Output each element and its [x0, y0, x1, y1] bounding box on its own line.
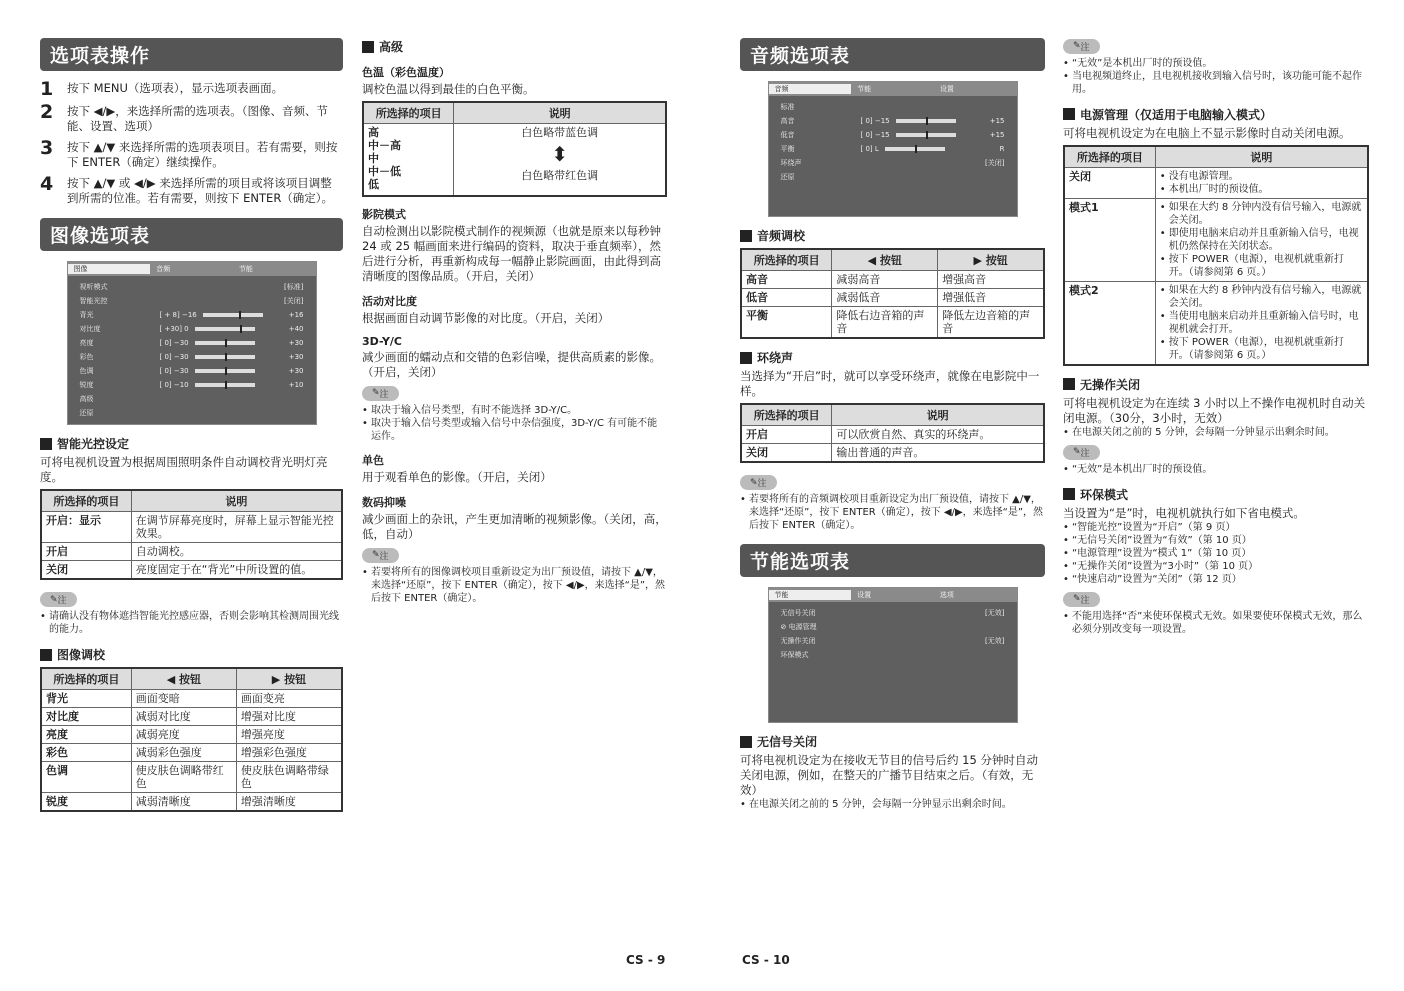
- ct-table: 所选择的项目 说明 高 中－高 中 中－低 低 白色略带蓝色调 ⬍ 白色略带红色调: [362, 101, 667, 197]
- note-tag: ✎ 注: [1063, 445, 1100, 460]
- left-column: [40, 38, 343, 818]
- note-item: • 若要将所有的音频调校项目重新设定为出厂预设值，请按下 ▲/▼，来选择“还原”，按下 ENTER（确定），按下 ◀/▶，来选择“是”，然后按下 ENTER（确定）。: [740, 493, 1045, 532]
- eco-item: • “无操作关闭”设置为“3小时”（第 10 页）: [1063, 560, 1369, 573]
- page-number-left: CS - 9: [626, 953, 666, 967]
- note-item: • 在电源关闭之前的 5 分钟，会每隔一分钟显示出剩余时间。: [740, 798, 1045, 811]
- pic-adj-heading: 图像调校: [40, 646, 343, 663]
- no-op-heading: 无操作关闭: [1063, 376, 1369, 393]
- advanced-column: [362, 38, 667, 605]
- note-item: • 请确认没有物体遮挡智能光控感应器，否则会影响其检测周围光线的能力。: [40, 610, 343, 636]
- picture-menu-title: 图像选项表: [40, 218, 343, 251]
- no-op-desc: 可将电视机设定为在连续 3 小时以上不操作电视机时自动关闭电源。（30分，3小时，无效）: [1063, 395, 1366, 425]
- osd-row: 平衡 [ 0] L R: [780, 145, 1005, 153]
- osd-tab: 节能: [238, 265, 253, 273]
- osd-row: 还原: [780, 173, 795, 181]
- step-4: 4 按下 ▲/▼ 或 ◀/▶ 来选择所需的项目或将该项目调整到所需的位准。若有需要，则按下 ENTER（确定）。: [40, 173, 334, 205]
- audio-column: [740, 38, 1045, 811]
- osd-row: 彩色 [ 0] −30 +30: [79, 353, 304, 361]
- note-tag: ✎ 注: [40, 592, 77, 607]
- osd-row: 无信号关闭 [无效]: [780, 609, 1005, 617]
- table-row: 模式1 • 如果在大约 8 分钟内没有信号输入，电源就会关闭。 • 即使用电脑来启动并且重新输入信号，电视机仍然保持在关闭状态。 • 按下 POWER（电源），电视机就重新打开。（请参阅第 6 页。）: [1064, 198, 1368, 281]
- ac-desc: 根据画面自动调节影像的对比度。（开启，关闭）: [362, 310, 610, 325]
- note-item: • 若要将所有的图像调校项目重新设定为出厂预设值，请按下 ▲/▼，来选择“还原”，按下 ENTER（确定），按下 ◀/▶，来选择“是”，然后按下 ENTER（确定）。: [362, 566, 667, 605]
- table-row: 锐度 减弱清晰度 增强清晰度: [41, 793, 342, 812]
- eco-osd-screenshot: [768, 587, 1018, 723]
- eco-list: [1063, 521, 1369, 586]
- table-row: 彩色 减弱彩色强度 增强彩色强度: [41, 744, 342, 762]
- dnr-desc: 减少画面上的杂讯，产生更加清晰的视频影像。（关闭，高，低，自动）: [362, 511, 667, 541]
- audio-adj-heading: 音频调校: [740, 227, 1045, 244]
- note-item: • “无效”是本机出厂时的预设值。: [1063, 463, 1369, 476]
- osd-row: 视听模式 [标准]: [79, 283, 304, 291]
- osd-row: 低音 [ 0] −15 +15: [780, 131, 1005, 139]
- osd-row: 环绕声 [关闭]: [780, 159, 1005, 167]
- yc-desc: 减少画面的蠕动点和交错的色彩信噪，提供高质素的影像。（开启，关闭）: [362, 349, 661, 379]
- smart-table: 所选择的项目 说明 开启：显示 在调节屏幕亮度时，屏幕上显示智能光控效果。 开启 自动调校。 关闭 亮度固定于在“背光”中所设置的值。: [40, 489, 343, 580]
- power-mgmt-desc: 可将电视机设定为在电脑上不显示影像时自动关闭电源。: [1063, 125, 1351, 140]
- table-row: 关闭 输出普通的声音。: [741, 444, 1044, 463]
- film-heading: 影院模式: [362, 207, 406, 221]
- ct-heading: 色温（彩色温度）: [362, 66, 450, 79]
- osd-row: ⊘ 电源管理: [780, 623, 817, 631]
- osd-row: 智能光控 [关闭]: [79, 297, 304, 305]
- steps-list: [40, 78, 343, 206]
- note-tag: ✎ 注: [362, 386, 399, 401]
- osd-tab: 音频: [156, 265, 171, 273]
- osd-tab: 音频: [769, 84, 852, 94]
- ac-heading: 活动对比度: [362, 294, 417, 308]
- table-row: 平衡 降低右边音箱的声音 降低左边音箱的声音: [741, 307, 1044, 339]
- osd-row: 无操作关闭 [无效]: [780, 637, 1005, 645]
- eco-mode-heading: 环保模式: [1063, 486, 1369, 503]
- note-item: • 在电源关闭之前的 5 分钟，会每隔一分钟显示出剩余时间。: [1063, 426, 1369, 439]
- power-mgmt-heading: 电源管理（仅适用于电脑输入模式）: [1063, 106, 1369, 123]
- osd-tab: 图像: [68, 264, 151, 274]
- up-down-arrow-icon: ⬍: [551, 142, 569, 166]
- eco-mode-desc: 当设置为“是”时，电视机就执行如下省电模式。: [1063, 505, 1305, 520]
- osd-row: 色调 [ 0] −30 +30: [79, 367, 304, 375]
- audio-menu-title: 音频选项表: [740, 38, 1045, 71]
- eco-menu-title: 节能选项表: [740, 544, 1045, 577]
- note-item: • 取决于输入信号类型或输入信号中杂信强度，3D-Y/C 有可能不能运作。: [362, 417, 667, 443]
- mono-heading: 单色: [362, 453, 384, 467]
- table-row: 色调 使皮肤色调略带红色 使皮肤色调略带绿色: [41, 762, 342, 793]
- menu-operation-title: 选项表操作: [40, 38, 343, 71]
- table-row: 背光 画面变暗 画面变亮: [41, 690, 342, 708]
- note-item: • 不能用选择“否”来使环保模式无效。如果要使环保模式无效，那么必须分别改变每一项设置。: [1063, 610, 1369, 636]
- table-row: 高音 减弱高音 增强高音: [741, 271, 1044, 289]
- osd-row: 背光 [ + 8] −16 +16: [79, 311, 304, 319]
- osd-row: 环保模式: [780, 651, 809, 659]
- table-row: 关闭 亮度固定于在“背光”中所设置的值。: [41, 561, 342, 580]
- film-desc: 自动检测出以影院模式制作的视频源（也就是原来以每秒钟 24 或 25 幅画面来进行编码的资料，取决于垂直频率），然后进行分析，再重新构成每一幅静止影院画面，由此得到高清晰度的图像品质。（开启，关闭）: [362, 223, 661, 283]
- table-row: 开启 自动调校。: [41, 543, 342, 561]
- smart-heading: 智能光控设定: [40, 435, 343, 452]
- audio-osd-screenshot: [768, 81, 1018, 217]
- osd-row: 亮度 [ 0] −30 +30: [79, 339, 304, 347]
- table-row: 低音 减弱低音 增强低音: [741, 289, 1044, 307]
- osd-tab: 设置: [939, 85, 954, 93]
- table-row: 亮度 减弱亮度 增强亮度: [41, 726, 342, 744]
- picture-adjust-table: 所选择的项目 ◀ 按钮 ▶ 按钮 背光 画面变暗 画面变亮 对比度 减弱对比度 增强对比度 亮度 减弱亮度 增强亮度 彩色 减弱彩色强度 增强彩色强度 色调 使皮肤色调略带红色 使皮肤色调略带绿色 锐度 减弱清晰度 增强清晰度: [40, 667, 343, 812]
- eco-item: • “智能光控”设置为“开启”（第 9 页）: [1063, 521, 1369, 534]
- surround-table: 所选择的项目 说明 开启 可以欣赏自然、真实的环绕声。 关闭 输出普通的声音。: [740, 403, 1045, 463]
- dnr-heading: 数码抑噪: [362, 495, 406, 509]
- note-tag: ✎ 注: [1063, 592, 1100, 607]
- surround-heading: 环绕声: [740, 349, 1045, 366]
- osd-row: 还原: [79, 409, 94, 417]
- right-column: [1063, 38, 1369, 636]
- step-1: 1 按下 MENU（选项表），显示选项表画面。: [40, 78, 284, 100]
- note-tag: ✎ 注: [740, 475, 777, 490]
- note-tag: ✎ 注: [362, 548, 399, 563]
- osd-row: 对比度 [ +30] 0 +40: [79, 325, 304, 333]
- step-3: 3 按下 ▲/▼ 来选择所需的选项表项目。若有需要，则按下 ENTER（确定）继续操作。: [40, 137, 338, 169]
- osd-row: 高音 [ 0] −15 +15: [780, 117, 1005, 125]
- audio-adjust-table: 所选择的项目 ◀ 按钮 ▶ 按钮 高音 减弱高音 增强高音 低音 减弱低音 增强低音 平衡 降低右边音箱的声音 降低左边音箱的声音: [740, 248, 1045, 339]
- note-item: • 取决于输入信号类型，有时不能选择 3D-Y/C。: [362, 404, 667, 417]
- page-number-right: CS - 10: [742, 953, 790, 967]
- ct-desc: 调校色温以得到最佳的白色平衡。: [362, 82, 535, 96]
- table-row: 关闭 • 没有电源管理。 • 本机出厂时的预设值。: [1064, 167, 1368, 198]
- osd-row: 高级: [79, 395, 94, 403]
- osd-tab: 节能: [769, 590, 852, 600]
- osd-row: 锐度 [ 0] −10 +10: [79, 381, 304, 389]
- smart-desc: 可将电视机设置为根据周围照明条件自动调校背光明灯亮度。: [40, 455, 328, 484]
- note-item: • 当电视频道终止，且电视机接收到输入信号时，该功能可能不起作用。: [1063, 70, 1369, 96]
- table-row: 对比度 减弱对比度 增强对比度: [41, 708, 342, 726]
- no-signal-heading: 无信号关闭: [740, 733, 1045, 750]
- table-row: 模式2 • 如果在大约 8 秒钟内没有信号输入，电源就会关闭。 • 当使用电脑来启动并且重新输入信号时，电视机就会打开。 • 按下 POWER（电源），电视机就重新打开。（请参阅第 6 页。）: [1064, 281, 1368, 365]
- note-item: • “无效”是本机出厂时的预设值。: [1063, 57, 1369, 70]
- eco-item: • “快速启动”设置为“关闭”（第 12 页）: [1063, 573, 1369, 586]
- surround-desc: 当选择为“开启”时，就可以享受环绕声，就像在电影院中一样。: [740, 369, 1040, 398]
- osd-tab: 选项: [939, 591, 954, 599]
- osd-tab: 节能: [857, 85, 872, 93]
- picture-osd-screenshot: [67, 261, 317, 425]
- table-row: 开启：显示 在调节屏幕亮度时，屏幕上显示智能光控效果。: [41, 512, 342, 543]
- eco-item: • “无信号关闭”设置为“有效”（第 10 页）: [1063, 534, 1369, 547]
- no-signal-desc: 可将电视机设定为在接收无节目的信号后约 15 分钟时自动关闭电源，例如，在整天的广播节目结束之后。（有效，无效）: [740, 753, 1038, 797]
- step-2: 2 按下 ◀/▶，来选择所需的选项表。（图像、音频、节能、设置、选项）: [40, 101, 328, 133]
- osd-tab: 设置: [857, 591, 872, 599]
- mono-desc: 用于观看单色的影像。（开启，关闭）: [362, 469, 552, 484]
- eco-item: • “电源管理”设置为“模式 1”（第 10 页）: [1063, 547, 1369, 560]
- table-row: 开启 可以欣赏自然、真实的环绕声。: [741, 426, 1044, 444]
- osd-row: 标准: [780, 103, 795, 111]
- note-tag: ✎ 注: [1063, 39, 1100, 54]
- yc-heading: 3D-Y/C: [362, 334, 402, 348]
- power-mgmt-table: 所选择的项目 说明 关闭 • 没有电源管理。 • 本机出厂时的预设值。 模式1 • 如果在大约 8 分钟内没有信号输入，电源就会关闭。 • 即使用电脑来启动并且重新输入信号，电视机仍然保持在关闭状态。 • 按下 POWER（电源），电视机就重新打开。（请参阅第 6 页。） 模式2 • 如果在大约 8 秒钟内没有信号输入，电源就会关闭。 • 当使用电脑来启动并且重新输入信号时，电视机就会打开。 • 按下 POWER（电源），电视机就重新打开。（请参阅第 6 页。）: [1063, 145, 1369, 366]
- advanced-heading: 高级: [362, 38, 667, 55]
